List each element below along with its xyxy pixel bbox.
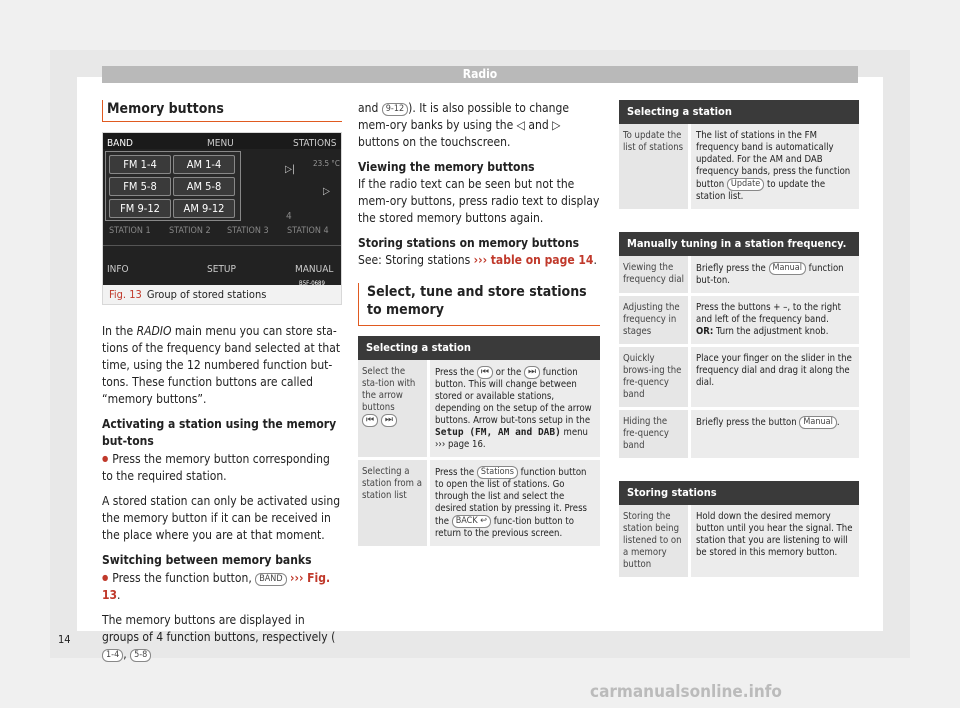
figure-link[interactable]: ››› Fig. 13	[102, 571, 331, 602]
paragraph: and 9-12 ). It is also possible to change mem-ory banks by using the ◁ and ▷ buttons on the touchscreen.	[358, 101, 569, 149]
am-9-12-button: AM 9-12	[173, 199, 235, 218]
am-5-8-button: AM 5-8	[173, 177, 235, 196]
screen-temp: 23.5 °C	[313, 159, 340, 168]
update-table	[619, 100, 859, 212]
table-link[interactable]: ››› table on page 14	[473, 253, 594, 267]
table-header: Selecting a station	[619, 100, 859, 124]
table-header: Manually tuning in a station frequency.	[619, 232, 859, 256]
manual-key: Manual	[769, 262, 806, 275]
update-key: Update	[727, 178, 764, 191]
manual-key: Manual	[799, 416, 836, 429]
screen-info: INFO	[107, 264, 129, 275]
paragraph: The memory buttons are displayed in groups of 4 function buttons, respectively (1-4 , 5-8	[102, 613, 336, 661]
screen-setup: SETUP	[207, 264, 236, 275]
screen-station-2: STATION 2	[169, 226, 211, 236]
table-row: Selecting a station from a station list Press the Stations function button to open the list of stations. Go through the list and select the desired station by pressing it. Press the BACK ↩ func-tion button to return to the previous screen.	[358, 460, 600, 549]
fm-5-8-button: FM 5-8	[109, 177, 171, 196]
selecting-station-table	[358, 336, 600, 549]
subheading-store: Storing stations on memory buttons	[358, 236, 580, 250]
screen-menu: MENU	[207, 138, 234, 149]
column-2	[358, 100, 600, 549]
screen-manual: MANUAL	[295, 264, 334, 275]
table-row: Hiding the fre-quency band Briefly press the button Manual .	[619, 410, 859, 461]
screen-band: BAND	[107, 138, 133, 149]
key-5-8: 5-8	[130, 649, 151, 662]
table-header: Storing stations	[619, 481, 859, 505]
subheading-activate: Activating a station using the memory but-tons	[102, 417, 337, 448]
figure-caption: Fig. 13 Group of stored stations	[109, 288, 267, 301]
next-arrow-icon: ▷	[323, 186, 330, 197]
subheading-view: Viewing the memory buttons	[358, 160, 535, 174]
back-key: BACK ↩	[452, 515, 491, 528]
subsection-title: Select, tune and store stations to memory	[358, 283, 600, 326]
table-row: Storing the station being listened to on a memory button Hold down the desired memory button until you hear the signal. The station that you are listening to will be stored in this memory button.	[619, 505, 859, 580]
watermark: carmanualsonline.info	[590, 682, 782, 702]
key-1-4: 1-4	[102, 649, 123, 662]
paragraph: See: Storing stations ››› table on page 14.	[358, 253, 597, 267]
screen-station-4: STATION 4	[287, 226, 329, 236]
manual-tuning-table	[619, 232, 859, 461]
skip-icon: ▷|	[285, 164, 295, 175]
table-row: Quickly brows-ing the fre-quency band Place your finger on the slider in the frequency dial and drag it along the dial.	[619, 347, 859, 410]
paragraph: If the radio text can be seen but not the mem-ory buttons, press radio text to display the stored memory buttons again.	[358, 177, 600, 225]
screen-num4: 4	[286, 211, 292, 222]
stations-key: Stations	[477, 466, 518, 479]
storing-table	[619, 481, 859, 580]
table-row: Viewing the frequency dial Briefly press the Manual function but-ton.	[619, 256, 859, 296]
fm-1-4-button: FM 1-4	[109, 155, 171, 174]
image-code: B5F-0689	[299, 280, 325, 285]
screen-station-3: STATION 3	[227, 226, 269, 236]
paragraph: In the RADIO main menu you can store sta-tions of the frequency band selected at that time, using the 12 numbered function but-tons. These function buttons are called “memory buttons”.	[102, 324, 341, 406]
column-1	[102, 100, 342, 663]
screen-stations: STATIONS	[293, 138, 337, 149]
next-icon: ⏭	[524, 366, 540, 379]
band-key: BAND	[255, 573, 286, 586]
bullet-item: ● Press the function button, BAND ››› Fig. 13.	[102, 569, 342, 604]
page-number: 14	[58, 633, 71, 646]
bullet-item: ● Press the memory button corresponding to the required station.	[102, 450, 342, 485]
section-header: Radio	[102, 66, 858, 83]
paragraph: A stored station can only be activated using the memory button if it can be received in the place where you are at that moment.	[102, 494, 341, 542]
radio-screen-image	[103, 133, 341, 285]
fm-9-12-button: FM 9-12	[109, 199, 171, 218]
next-icon: ⏭	[381, 414, 397, 427]
prev-icon: ⏮	[477, 366, 493, 379]
figure-13	[102, 132, 342, 305]
subheading-switch: Switching between memory banks	[102, 553, 312, 567]
section-title: Memory buttons	[102, 100, 342, 122]
table-row: To update the list of stations The list of stations in the FM frequency band is automatically updated. For the AM and DAB frequency bands, press the function button Update to update the station list.	[619, 124, 859, 212]
prev-icon: ⏮	[362, 414, 378, 427]
am-1-4-button: AM 1-4	[173, 155, 235, 174]
table-row: Adjusting the frequency in stages Press the buttons + –, to the right and left of the frequency band. OR: Turn the adjustment knob.	[619, 296, 859, 347]
screen-station-1: STATION 1	[109, 226, 151, 236]
key-9-12: 9-12	[382, 103, 408, 116]
column-3	[619, 100, 859, 600]
table-row: Select the sta-tion with the arrow buttons ⏮ ⏭ Press the ⏮ or the ⏭ function button. This will change between stored or available stations, depending on the setup of the arrow buttons. Arrow but-tons setup in the Setup (FM, AM and DAB) menu ››› page 16.	[358, 360, 600, 460]
table-header: Selecting a station	[358, 336, 600, 360]
